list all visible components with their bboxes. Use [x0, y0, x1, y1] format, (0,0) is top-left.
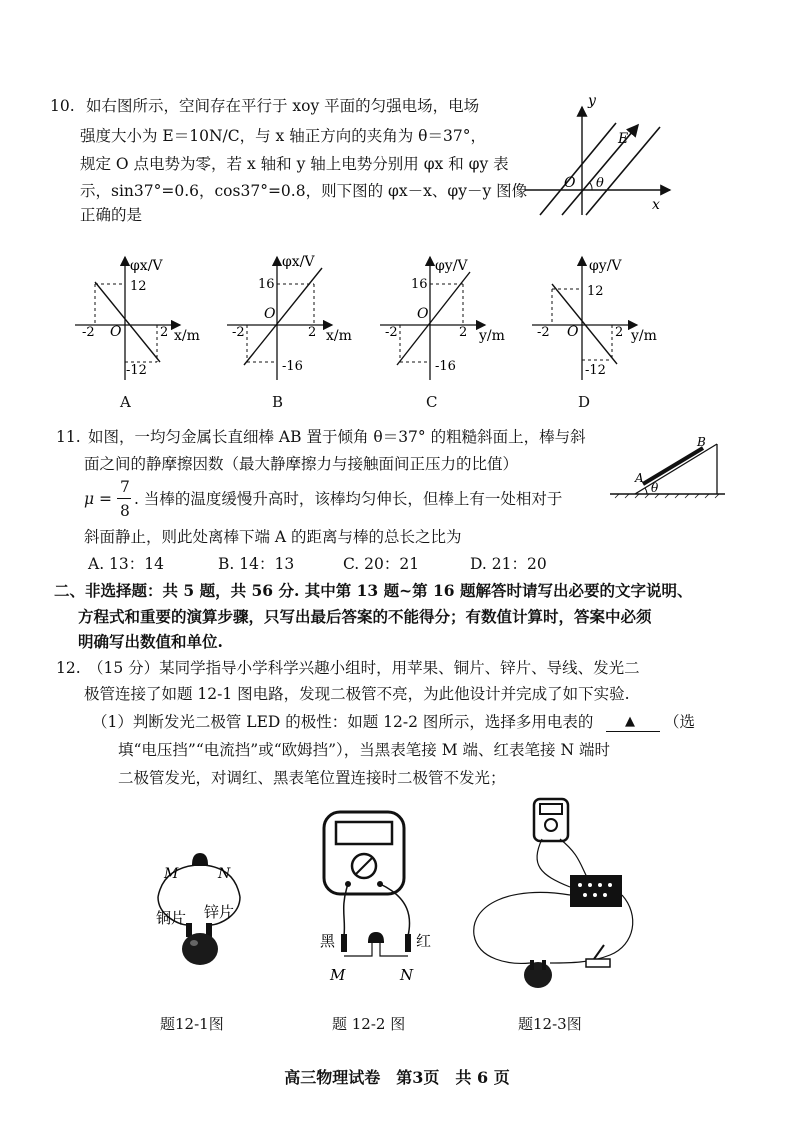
fig1-N-label: N: [218, 866, 231, 882]
q11-text-line3: . 当棒的温度缓慢升高时，该棒均匀伸长，但棒上有一处相对于: [134, 490, 563, 508]
q11-choice-c: C. 20：21: [343, 555, 420, 573]
option-d-graph: [527, 252, 667, 382]
figure-12-3-circuit: [470, 795, 640, 995]
figure-12-2-caption: 题 12-2 图: [332, 1015, 406, 1033]
fig2-black-label: 黑: [320, 932, 336, 950]
section2-line2: 方程式和重要的演算步骤，只写出最后答案的不能得分；有数值计算时，答案中必须: [78, 607, 652, 626]
option-c-bottom: -16: [435, 359, 456, 374]
option-d-bottom: -12: [585, 363, 606, 378]
option-c-letter: C: [426, 393, 438, 411]
option-a-graph: [70, 252, 210, 382]
option-a-bottom: -12: [126, 363, 147, 378]
q12-number: 12.: [56, 659, 81, 677]
fig2-N-label: N: [400, 966, 414, 984]
incline-theta-label: θ: [651, 481, 659, 495]
q10-text-line1: 如右图所示，空间存在平行于 xoy 平面的匀强电场，电场: [86, 97, 480, 115]
E-label: E: [618, 131, 629, 147]
q12-part1-text: （1）判断发光二极管 LED 的极性：如题 12-2 图所示，选择多用电表的: [92, 713, 594, 731]
option-a-ylabel: φx/V: [130, 258, 163, 274]
q12-text-line1: （15 分）某同学指导小学科学兴趣小组时，用苹果、铜片、锌片、导线、发光二: [88, 659, 640, 677]
q11-choice-a: A. 13：14: [88, 555, 164, 573]
option-a-top: 12: [130, 279, 147, 294]
incline-rod-figure: [605, 432, 735, 507]
option-a-right: 2: [160, 325, 169, 340]
q12-answer-blank: ▲: [625, 714, 635, 729]
section2-line3: 明确写出数值和单位.: [78, 632, 223, 651]
figure-12-1-caption: 题12-1图: [160, 1015, 224, 1033]
option-c-left: -2: [385, 325, 398, 340]
figure-12-3-caption: 题12-3图: [518, 1015, 582, 1033]
q12-part1-text-b: （选: [664, 713, 696, 731]
fig1-zinc-label: 锌片: [204, 903, 235, 921]
incline-B-label: B: [697, 435, 706, 449]
q10-text-line4: 示，sin37°=0.6，cos37°=0.8，则下图的 φx－x、φy－y 图像: [80, 182, 528, 200]
q10-text-line2: 强度大小为 E＝10N/C，与 x 轴正方向的夹角为 θ＝37°，: [80, 127, 486, 145]
fig2-red-label: 红: [416, 932, 432, 950]
q11-frac-den: 8: [120, 502, 130, 520]
q11-frac-bar: [117, 498, 131, 499]
option-d-top: 12: [587, 284, 604, 299]
page-footer: 高三物理试卷 第3页 共 6 页: [284, 1068, 510, 1087]
option-d-letter: D: [578, 393, 591, 411]
q11-choice-b: B. 14：13: [218, 555, 295, 573]
option-b-xlabel: x/m: [326, 328, 352, 344]
figure-12-2-multimeter: [300, 808, 460, 988]
fig2-M-label: M: [330, 966, 346, 984]
option-d-right: 2: [615, 325, 624, 340]
electric-field-figure: [520, 95, 690, 220]
option-a-xlabel: x/m: [174, 328, 200, 344]
q10-text-line3: 规定 O 点电势为零，若 x 轴和 y 轴上电势分别用 φx 和 φy 表: [80, 155, 509, 173]
option-a-letter: A: [120, 393, 131, 411]
option-a-left: -2: [82, 325, 95, 340]
q12-part1-line3: 二极管发光，对调红、黑表笔位置连接时二极管不发光；: [118, 769, 506, 787]
figure-12-1-apple-circuit: [148, 845, 258, 975]
option-d-ylabel: φy/V: [589, 258, 622, 274]
q11-choice-d: D. 21：20: [470, 555, 547, 573]
theta-label: θ: [596, 176, 604, 191]
option-b-right: 2: [308, 325, 317, 340]
option-d-left: -2: [537, 325, 550, 340]
section2-line1: 二、非选择题：共 5 题，共 56 分. 其中第 13 题~第 16 题解答时请写出必要的文字说明、: [54, 581, 693, 600]
q11-mu: μ =: [84, 490, 112, 508]
q11-text-line2: 面之间的静摩擦因数（最大静摩擦力与接触面间正压力的比值）: [84, 455, 519, 473]
option-c-xlabel: y/m: [479, 328, 505, 344]
y-axis-label: y: [588, 95, 596, 109]
q11-frac-num: 7: [120, 478, 130, 496]
option-b-top: 16: [258, 277, 275, 292]
fig1-M-label: M: [164, 866, 179, 882]
option-b-left: -2: [232, 325, 245, 340]
q11-text-line4: 斜面静止，则此处离棒下端 A 的距离与棒的总长之比为: [84, 528, 462, 546]
q11-text-line1: 如图，一均匀金属长直细棒 AB 置于倾角 θ＝37° 的粗糙斜面上，棒与斜: [88, 428, 586, 446]
option-c-graph: [375, 252, 515, 382]
option-c-origin: O: [417, 306, 429, 322]
option-b-ylabel: φx/V: [282, 254, 315, 270]
option-d-xlabel: y/m: [631, 328, 657, 344]
q12-part1-line2: 填“电压挡”“电流挡”或“欧姆挡”），当黑表笔接 M 端、红表笔接 N 端时: [118, 741, 610, 759]
option-b-bottom: -16: [282, 359, 303, 374]
fig1-copper-label: 铜片: [156, 909, 187, 927]
q10-number: 10.: [50, 97, 75, 115]
x-axis-label: x: [652, 197, 660, 213]
option-b-origin: O: [264, 306, 276, 322]
option-c-ylabel: φy/V: [435, 258, 468, 274]
incline-A-label: A: [635, 471, 644, 485]
option-d-origin: O: [567, 324, 579, 340]
origin-label: O: [564, 175, 576, 191]
q10-text-line5: 正确的是: [80, 206, 143, 224]
option-c-right: 2: [459, 325, 468, 340]
option-a-origin: O: [110, 324, 122, 340]
option-b-letter: B: [272, 393, 284, 411]
option-b-graph: [222, 252, 362, 382]
q12-text-line2: 极管连接了如题 12-1 图电路，发现二极管不亮，为此他设计并完成了如下实验.: [84, 685, 630, 703]
q11-number: 11.: [56, 428, 81, 446]
option-c-top: 16: [411, 277, 428, 292]
